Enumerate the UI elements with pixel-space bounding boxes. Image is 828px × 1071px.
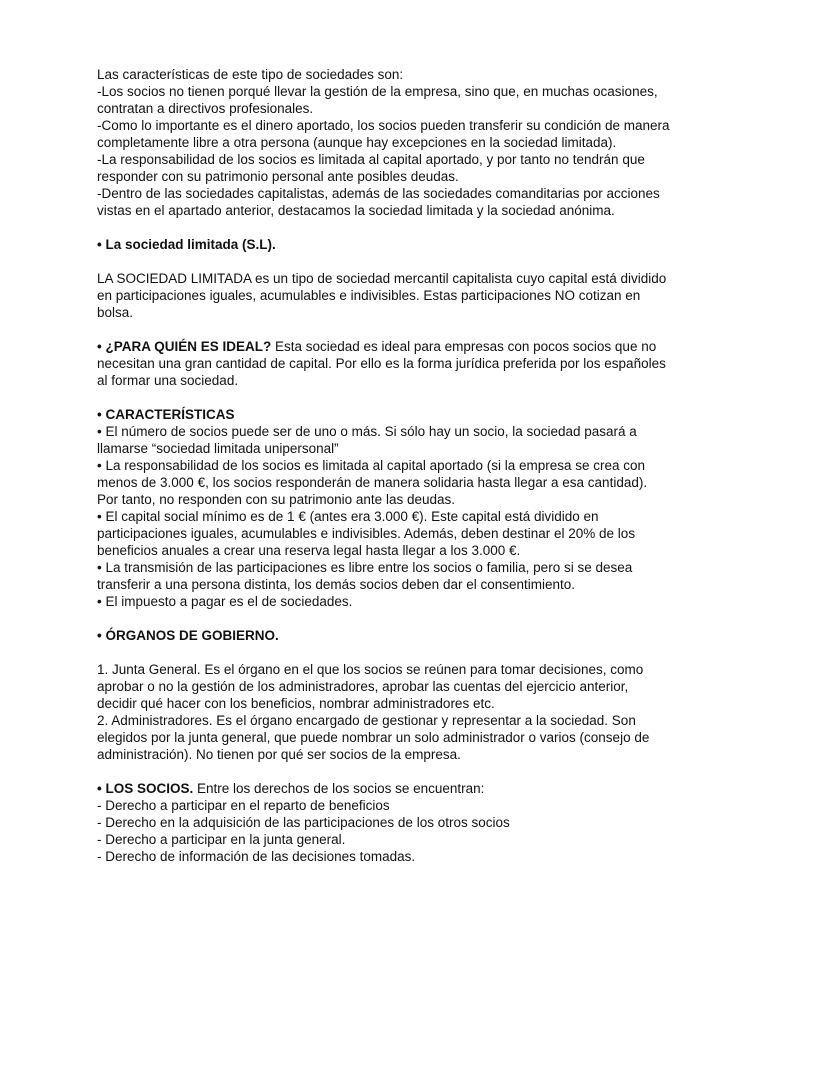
text-line: completamente libre a otra persona (aunque hay excepciones en la sociedad limitada).: [97, 135, 617, 150]
socios-label: • LOS SOCIOS.: [97, 781, 194, 796]
list-item: • La transmisión de las participaciones es libre entre los socios o familia, pero si se desea: [97, 560, 633, 575]
text-line: -Dentro de las sociedades capitalistas, además de las sociedades comanditarias por acciones: [97, 186, 660, 201]
text-line: beneficios anuales a crear una reserva legal hasta llegar a los 3.000 €.: [97, 543, 521, 558]
spacer: [97, 644, 747, 661]
text-line: contratan a directivos profesionales.: [97, 101, 314, 116]
heading-text: • La sociedad limitada (S.L).: [97, 237, 276, 252]
organos-paragraph: [97, 661, 747, 763]
sl-definition-paragraph: [97, 270, 747, 321]
text-line: [97, 338, 747, 355]
socios-text: Entre los derechos de los socios se encuentran:: [193, 781, 485, 796]
caracteristicas-section: [97, 406, 747, 610]
document-page: [97, 66, 747, 865]
text-line: elegidos por la junta general, que puede nombrar un solo administrador o varios (consejo de: [97, 730, 650, 745]
ideal-paragraph: [97, 338, 747, 389]
section-heading-caracteristicas: [97, 406, 747, 423]
list-item: 2. Administradores. Es el órgano encargado de gestionar y representar a la sociedad. Son: [97, 713, 636, 728]
spacer: [97, 389, 747, 406]
text-line: menos de 3.000 €, los socios responderán de manera solidaria hasta llegar a esa cantidad).: [97, 475, 648, 490]
text-line: al formar una sociedad.: [97, 373, 239, 388]
list-item: • El impuesto a pagar es el de sociedades.: [97, 594, 353, 609]
text-line: LA SOCIEDAD LIMITADA es un tipo de sociedad mercantil capitalista cuyo capital está dividido: [97, 271, 667, 286]
text-line: aprobar o no la gestión de los administradores, aprobar las cuentas del ejercicio anterior,: [97, 679, 629, 694]
heading-text: • CARACTERÍSTICAS: [97, 407, 235, 422]
list-item: - Derecho a participar en la junta general.: [97, 832, 346, 847]
text-line: transferir a una persona distinta, los demás socios deben dar el consentimiento.: [97, 577, 576, 592]
text-line: -Como lo importante es el dinero aportado, los socios pueden transferir su condición de manera: [97, 118, 670, 133]
spacer: [97, 321, 747, 338]
text-line: -La responsabilidad de los socios es limitada al capital aportado, y por tanto no tendrán que: [97, 152, 645, 167]
list-item: • El número de socios puede ser de uno o más. Si sólo hay un socio, la sociedad pasará a: [97, 424, 637, 439]
text-line: -Los socios no tienen porqué llevar la gestión de la empresa, sino que, en muchas ocasiones,: [97, 84, 658, 99]
text-line: vistas en el apartado anterior, destacamos la sociedad limitada y la sociedad anónima.: [97, 203, 615, 218]
text-line: administración). No tienen por qué ser socios de la empresa.: [97, 747, 461, 762]
text-line: llamarse “sociedad limitada unipersonal”: [97, 441, 339, 456]
ideal-label: • ¿PARA QUIÉN ES IDEAL?: [97, 339, 272, 354]
spacer: [97, 253, 747, 270]
list-item: • El capital social mínimo es de 1 € (antes era 3.000 €). Este capital está dividido en: [97, 509, 599, 524]
text-line: en participaciones iguales, acumulables e indivisibles. Estas participaciones NO cotizan en: [97, 288, 641, 303]
ideal-text: Esta sociedad es ideal para empresas con pocos socios que no: [271, 339, 657, 354]
spacer: [97, 219, 747, 236]
text-line: Las características de este tipo de sociedades son:: [97, 67, 404, 82]
text-line: [97, 780, 747, 797]
socios-section: [97, 780, 747, 865]
spacer: [97, 763, 747, 780]
section-heading-sl: [97, 236, 747, 253]
text-line: necesitan una gran cantidad de capital. Por ello es la forma jurídica preferida por los españoles: [97, 356, 666, 371]
list-item: - Derecho a participar en el reparto de beneficios: [97, 798, 390, 813]
list-item: • La responsabilidad de los socios es limitada al capital aportado (si la empresa se crea con: [97, 458, 646, 473]
spacer: [97, 610, 747, 627]
list-item: - Derecho en la adquisición de las participaciones de los otros socios: [97, 815, 510, 830]
text-line: decidir qué hacer con los beneficios, nombrar administradores etc.: [97, 696, 495, 711]
text-line: responder con su patrimonio personal ante posibles deudas.: [97, 169, 459, 184]
list-item: - Derecho de información de las decisiones tomadas.: [97, 849, 416, 864]
intro-paragraph: [97, 66, 747, 219]
text-line: participaciones iguales, acumulables e indivisibles. Además, deben destinar el 20% de los: [97, 526, 636, 541]
section-heading-organos: [97, 627, 747, 644]
heading-text: • ÓRGANOS DE GOBIERNO.: [97, 628, 279, 643]
list-item: 1. Junta General. Es el órgano en el que los socios se reúnen para tomar decisiones, como: [97, 662, 644, 677]
text-line: bolsa.: [97, 305, 134, 320]
text-line: Por tanto, no responden con su patrimonio ante las deudas.: [97, 492, 455, 507]
